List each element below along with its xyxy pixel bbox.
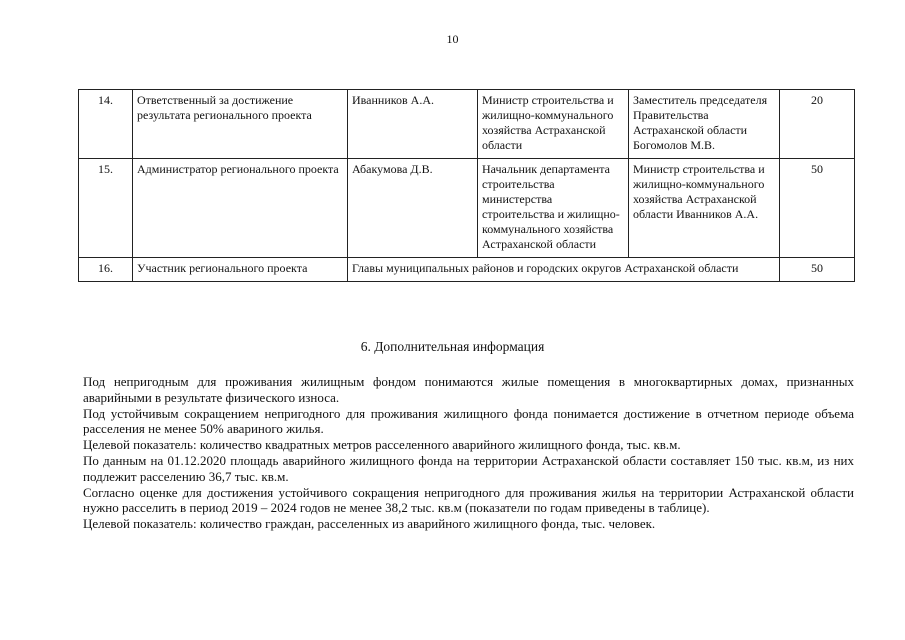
percent-cell: 50	[780, 159, 855, 258]
row-number: 14.	[79, 90, 133, 159]
row-number: 16.	[79, 258, 133, 282]
position-cell: Начальник департамента строительства министерства строительства и жилищно-коммунального хозяйства Астраханской области	[478, 159, 629, 258]
info-paragraph: Целевой показатель: количество граждан, расселенных из аварийного жилищного фонда, тыс. человек.	[83, 516, 656, 532]
merged-cell: Главы муниципальных районов и городских округов Астраханской области	[348, 258, 780, 282]
info-paragraph: По данным на 01.12.2020 площадь аварийного жилищного фонда на территории Астраханской области составляет 150 тыс. кв.м, из них подлежит расселению 36,7 тыс. кв.м.	[83, 452, 854, 484]
info-paragraph: Целевой показатель: количество квадратных метров расселенного аварийного жилищного фонда, тыс. кв.м.	[83, 437, 681, 453]
row-number: 15.	[79, 159, 133, 258]
section-title: 6. Дополнительная информация	[360, 339, 545, 354]
participants-table	[78, 89, 855, 282]
name-cell: Абакумова Д.В.	[348, 159, 478, 258]
table-row	[79, 258, 855, 282]
info-paragraph: Под непригодным для проживания жилищным фондом понимаются жилые помещения в многоквартирных домах, признанных аварийными в результате физического износа.	[83, 374, 854, 405]
position-cell: Министр строительства и жилищно-коммунального хозяйства Астраханской области	[478, 90, 629, 159]
role-cell: Ответственный за достижение результата регионального проекта	[133, 90, 348, 159]
supervisor-cell: Министр строительства и жилищно-коммунального хозяйства Астраханской области Иванников А.А.	[629, 159, 780, 258]
info-paragraph: Под устойчивым сокращением непригодного для проживания жилищного фонда понимается достижение в отчетном периоде объема расселения не менее 50% авариного жилья.	[83, 405, 854, 437]
role-cell: Администратор регионального проекта	[133, 159, 348, 258]
table-row	[79, 159, 855, 258]
additional-info	[83, 374, 854, 532]
page-number: 10	[446, 32, 459, 46]
role-cell: Участник регионального проекта	[133, 258, 348, 282]
name-cell: Иванников А.А.	[348, 90, 478, 159]
percent-cell: 50	[780, 258, 855, 282]
percent-cell: 20	[780, 90, 855, 159]
info-paragraph: Согласно оценке для достижения устойчивого сокращения непригодного для проживания жилья на территории Астраханской области нужно расселить в период 2019 – 2024 годов не менее 38,2 тыс. кв.м (показатели по годам приведены в таблице).	[83, 484, 854, 516]
supervisor-cell: Заместитель председателя Правительства Астраханской области Богомолов М.В.	[629, 90, 780, 159]
table-row	[79, 90, 855, 159]
